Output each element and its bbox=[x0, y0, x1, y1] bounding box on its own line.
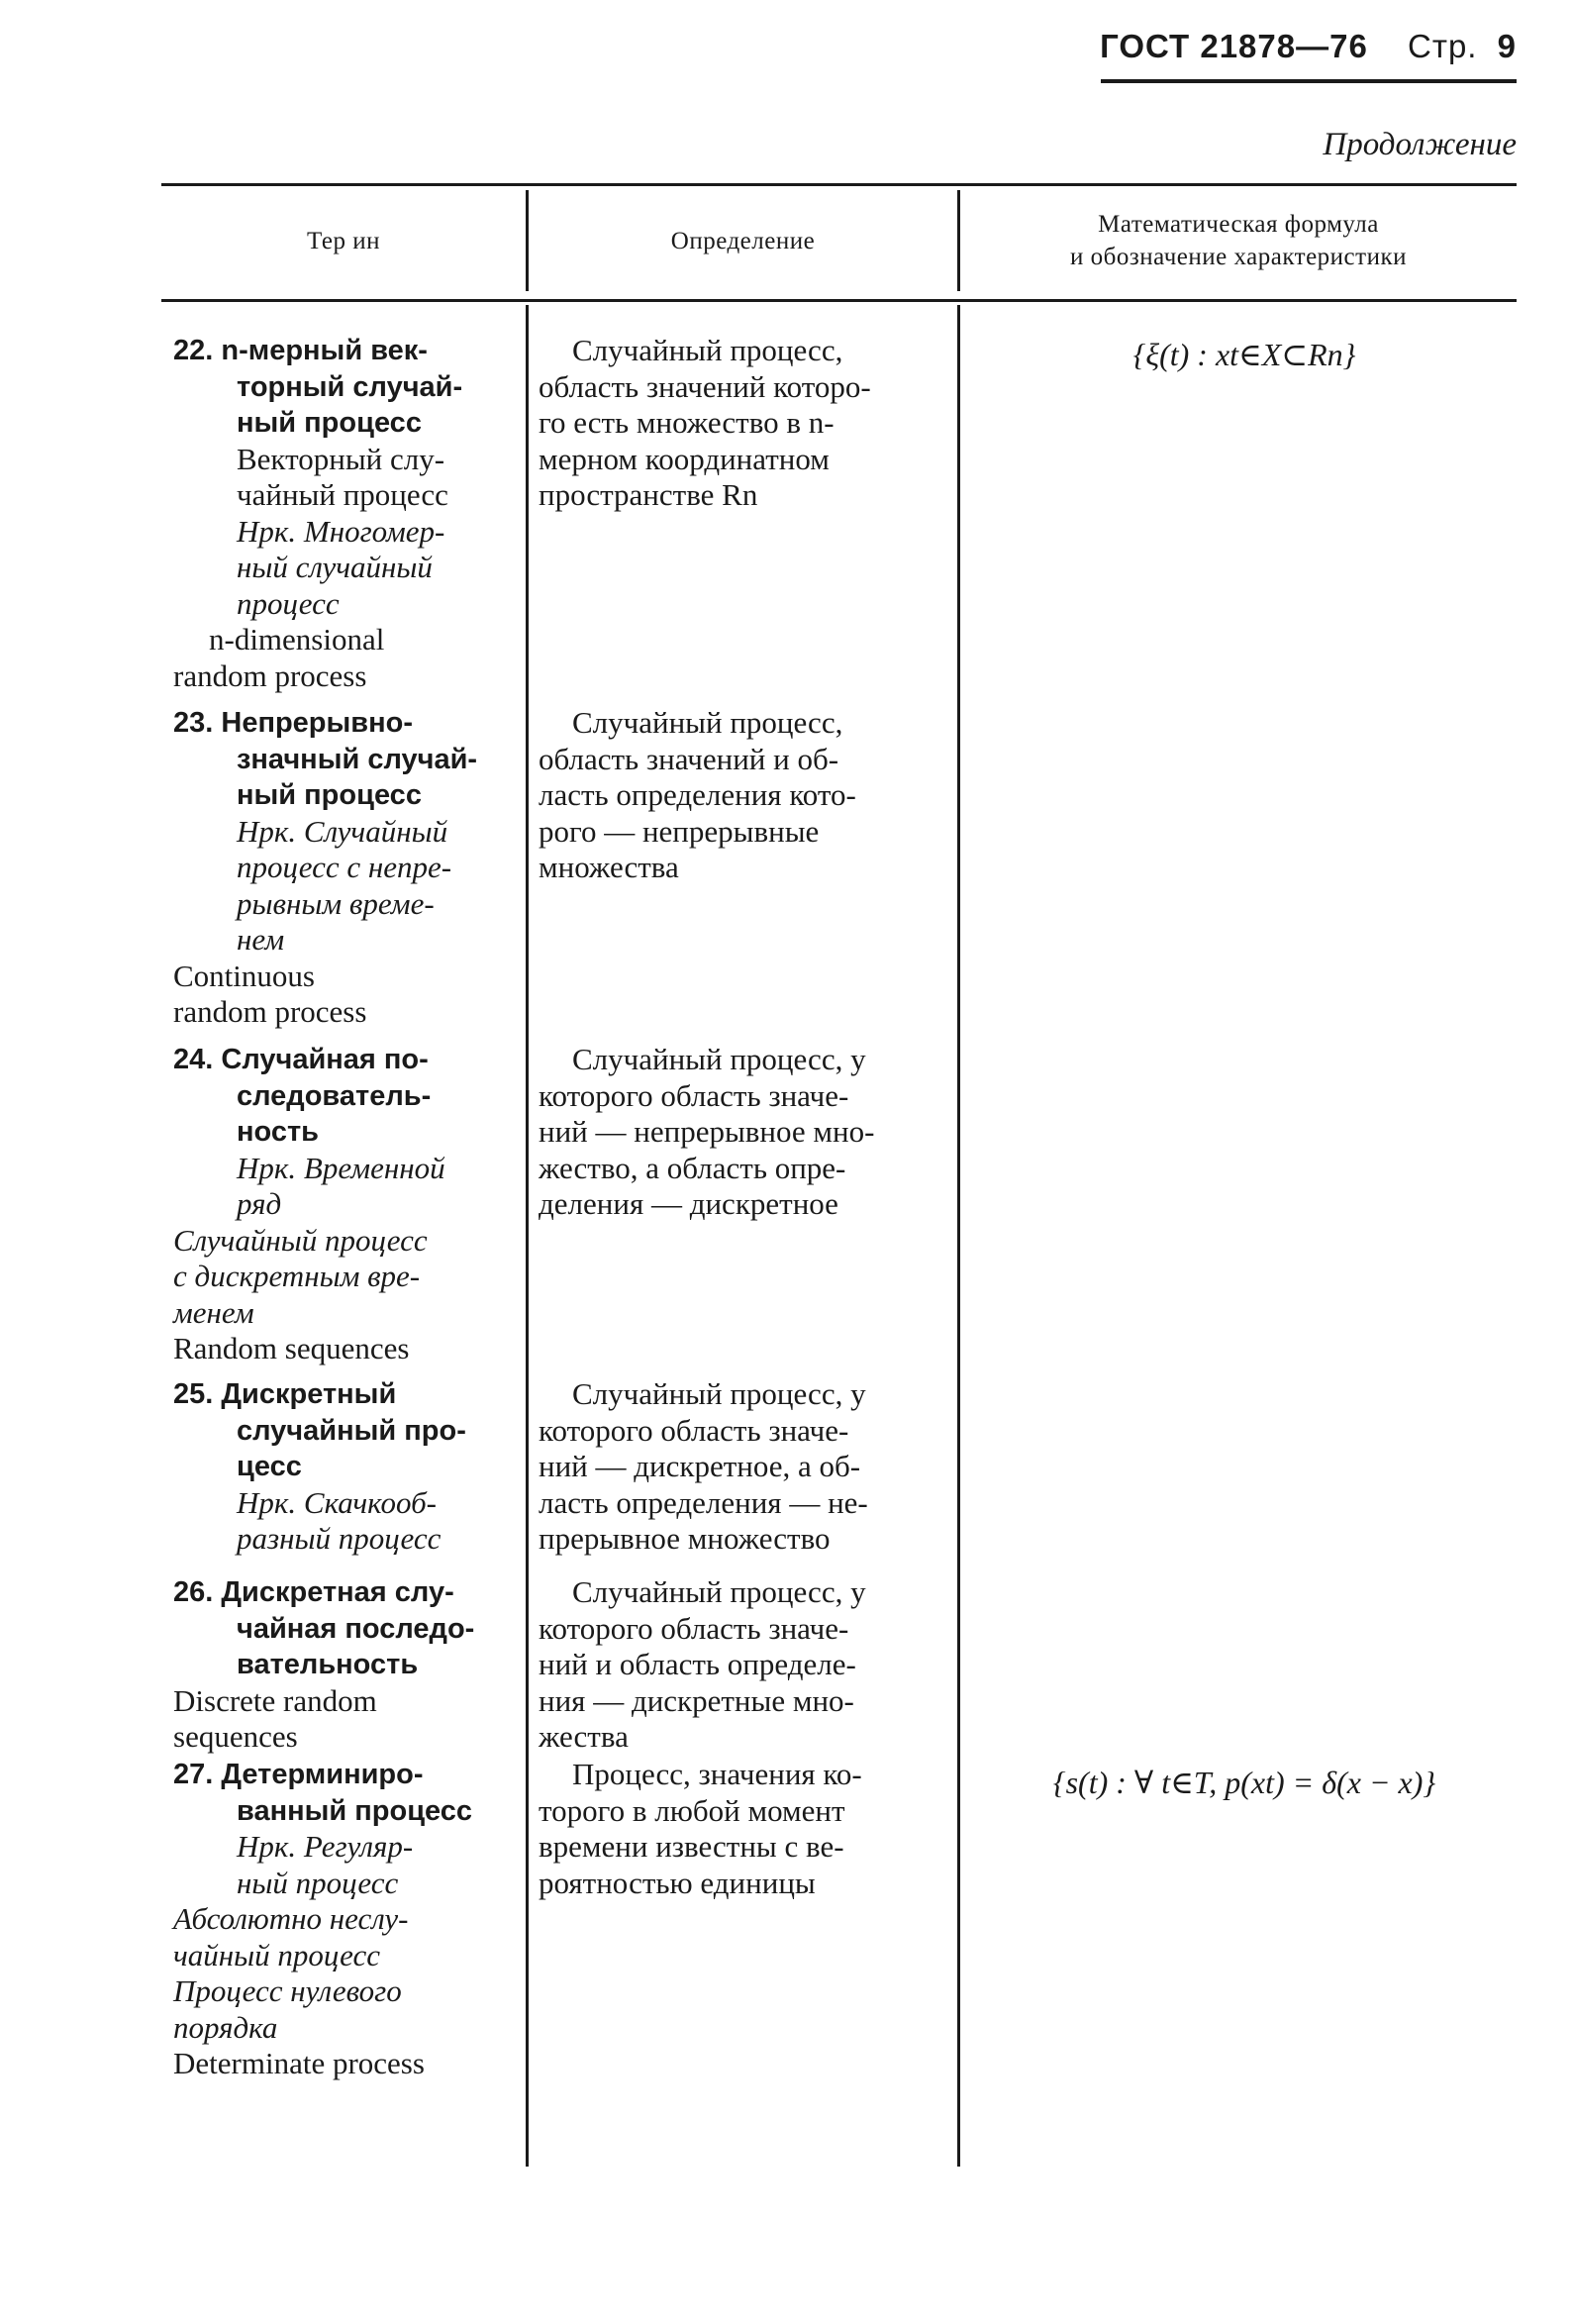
definition-line: времени известны с ве- bbox=[539, 1829, 844, 1864]
term-line: ный случайный bbox=[237, 550, 433, 584]
term-line: 26. Дискретная слу- bbox=[173, 1576, 454, 1608]
definition-line: Случайный процесс, у bbox=[572, 1376, 866, 1411]
term-line: Процесс нулевого bbox=[173, 1973, 402, 2008]
term-line: Нрк. Случайный bbox=[237, 813, 448, 849]
definition-line: жество, а область опре- bbox=[539, 1150, 846, 1185]
term-line: случайный про- bbox=[237, 1414, 466, 1447]
term-line: ряд bbox=[237, 1186, 282, 1221]
term-line: Random sequences bbox=[173, 1331, 410, 1365]
term-line: вательность bbox=[237, 1649, 419, 1680]
term-line: Determinate process bbox=[173, 2046, 425, 2080]
definition-line: мерном координатном bbox=[539, 441, 830, 476]
term-line: процесс с непре- bbox=[237, 850, 452, 884]
column-divider bbox=[526, 305, 529, 2167]
definition-line: Случайный процесс, у bbox=[572, 1042, 866, 1076]
term-line: 22. n-мерный век- bbox=[173, 335, 428, 366]
definition-line: го есть множество в n- bbox=[539, 405, 835, 440]
definition-line: Случайный процесс, bbox=[572, 333, 843, 367]
definition-line: которого область значе- bbox=[539, 1412, 849, 1448]
term-cell-26 bbox=[173, 1574, 510, 1756]
term-line: 25. Дискретный bbox=[173, 1378, 397, 1410]
term-line: Нрк. Временной bbox=[237, 1150, 445, 1185]
definition-line: которого область значе- bbox=[539, 1610, 849, 1646]
page-number: 9 bbox=[1497, 28, 1517, 64]
definition-line: Случайный процесс, у bbox=[572, 1574, 866, 1609]
term-cell-23 bbox=[173, 705, 510, 1031]
page-label: Стр. bbox=[1408, 28, 1478, 64]
definition-line: деления — дискретное bbox=[539, 1186, 838, 1221]
term-line: Нрк. Многомер- bbox=[237, 513, 445, 549]
term-line: 24. Случайная по- bbox=[173, 1044, 429, 1075]
definition-line: ний — дискретное, а об- bbox=[539, 1449, 861, 1483]
term-line: чайная последо- bbox=[237, 1612, 475, 1645]
page-header bbox=[1100, 28, 1517, 65]
definition-line: ласть определения кото- bbox=[539, 777, 856, 812]
term-line: random process bbox=[173, 657, 367, 693]
definition-line: Случайный процесс, bbox=[572, 705, 843, 740]
term-line: нем bbox=[237, 922, 285, 957]
term-line: Нрк. Скачкооб- bbox=[237, 1484, 437, 1520]
definition-cell-24 bbox=[539, 1042, 958, 1223]
term-line: значный случай- bbox=[237, 743, 478, 775]
formula-cell-27: {s(t) : ∀ t∈T, p(xt) = δ(x − x)} bbox=[1052, 1765, 1436, 1800]
term-line: Continuous bbox=[173, 958, 315, 993]
column-header-formula: Математическая формула и обозначение характеристики bbox=[1070, 211, 1407, 270]
definition-line: рого — непрерывные bbox=[539, 813, 820, 849]
table-top-rule bbox=[161, 183, 1517, 186]
term-line: Нрк. Регуляр- bbox=[237, 1829, 414, 1864]
term-line: sequences bbox=[173, 1719, 298, 1754]
term-line: Случайный процесс bbox=[173, 1222, 428, 1258]
term-line: ный процесс bbox=[237, 1865, 399, 1900]
term-line: порядка bbox=[173, 2009, 278, 2045]
definition-line: Процесс, значения ко- bbox=[572, 1757, 862, 1791]
term-line: Векторный слу- bbox=[237, 441, 445, 476]
definition-cell-26 bbox=[539, 1574, 958, 1756]
continuation-label: Продолжение bbox=[1323, 127, 1517, 162]
definition-line: ния — дискретные мно- bbox=[539, 1682, 854, 1718]
column-header-definition: Определение bbox=[670, 227, 816, 254]
term-line: 27. Детерминиро- bbox=[173, 1759, 424, 1790]
term-line: n-dimensional bbox=[209, 622, 385, 657]
definition-line: ний — непрерывное мно- bbox=[539, 1114, 875, 1149]
term-line: разный процесс bbox=[237, 1521, 442, 1556]
term-line: с дискретным вре- bbox=[173, 1259, 421, 1293]
header-rule bbox=[1101, 79, 1517, 83]
table-header-rule bbox=[161, 299, 1517, 302]
term-cell-25 bbox=[173, 1376, 510, 1558]
definition-line: область значений и об- bbox=[539, 741, 839, 776]
term-line: рывным време- bbox=[237, 885, 435, 921]
term-line: менем bbox=[173, 1294, 254, 1330]
term-cell-22 bbox=[173, 333, 510, 694]
term-line: 23. Непрерывно- bbox=[173, 707, 413, 739]
term-line: Абсолютно неслу- bbox=[173, 1901, 409, 1936]
definition-line: область значений которо- bbox=[539, 368, 871, 404]
term-line: цесс bbox=[237, 1451, 302, 1482]
term-line: торный случай- bbox=[237, 370, 463, 403]
definition-line: ний и область определе- bbox=[539, 1647, 856, 1681]
definition-line: роятностью единицы bbox=[539, 1865, 816, 1900]
term-line: ванный процесс bbox=[237, 1794, 473, 1827]
term-line: Discrete random bbox=[173, 1682, 377, 1718]
definition-line: которого область значе- bbox=[539, 1077, 849, 1113]
formula-cell-22: {ξ(t) : xt∈X⊂Rn} bbox=[1132, 337, 1356, 372]
definition-cell-22 bbox=[539, 333, 958, 514]
term-line: чайный процесс bbox=[237, 477, 448, 512]
definition-cell-23 bbox=[539, 705, 958, 886]
definition-line: ласть определения — не- bbox=[539, 1484, 868, 1520]
definition-line: прерывное множество bbox=[539, 1521, 831, 1556]
definition-line: пространстве Rn bbox=[539, 477, 758, 512]
term-line: ный процесс bbox=[237, 779, 422, 811]
definition-line: множества bbox=[539, 850, 679, 884]
column-header-term: Тер ин bbox=[307, 227, 380, 254]
term-line: чайный процесс bbox=[173, 1937, 381, 1972]
term-cell-24 bbox=[173, 1042, 510, 1367]
definition-cell-25 bbox=[539, 1376, 958, 1558]
term-line: ный процесс bbox=[237, 407, 422, 439]
term-line: ность bbox=[237, 1116, 320, 1148]
term-line: процесс bbox=[237, 585, 340, 621]
definition-line: торого в любой момент bbox=[539, 1792, 845, 1828]
definition-line: жества bbox=[539, 1719, 629, 1754]
standard-number: ГОСТ 21878—76 bbox=[1100, 28, 1368, 64]
term-cell-27 bbox=[173, 1757, 510, 2082]
term-line: random process bbox=[173, 994, 367, 1029]
term-line: следователь- bbox=[237, 1079, 432, 1112]
definition-cell-27 bbox=[539, 1757, 958, 1901]
